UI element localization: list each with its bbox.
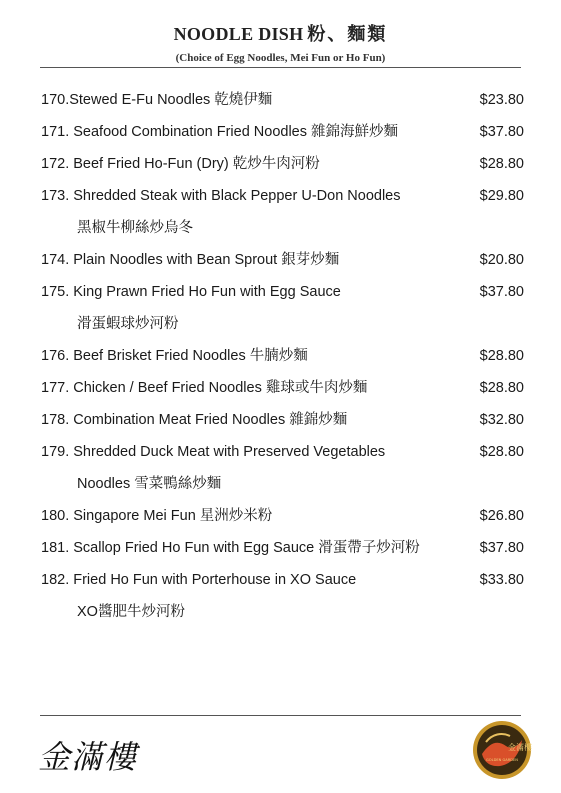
menu-item-line xyxy=(41,374,524,406)
menu-item xyxy=(41,342,524,374)
menu-item-name-continued: 滑蛋蝦球炒河粉 xyxy=(77,316,179,332)
menu-item-price: $28.80 xyxy=(479,156,524,172)
menu-item-name: 175. King Prawn Fried Ho Fun with Egg Sauce xyxy=(41,284,341,300)
menu-list xyxy=(41,86,524,630)
menu-item-name-continued: XO醬肥牛炒河粉 xyxy=(77,604,185,620)
menu-item-name: 179. Shredded Duck Meat with Preserved Vegetables xyxy=(41,444,386,460)
menu-item xyxy=(41,438,524,502)
menu-item-name: 170.Stewed E-Fu Noodles 乾燒伊麵 xyxy=(41,92,273,108)
menu-item-name: 178. Combination Meat Fried Noodles 雜錦炒麵 xyxy=(41,412,348,428)
menu-item-name: 176. Beef Brisket Fried Noodles 牛腩炒麵 xyxy=(41,348,308,364)
section-title-cn: 粉、麵類 xyxy=(307,24,388,45)
menu-item-price: $29.80 xyxy=(479,188,524,204)
menu-item-line xyxy=(41,566,524,598)
menu-item-name: 177. Chicken / Beef Fried Noodles 雞球或牛肉炒麵 xyxy=(41,380,368,396)
menu-item xyxy=(41,150,524,182)
menu-item-price: $33.80 xyxy=(479,572,524,588)
menu-item-line-continued xyxy=(41,214,524,246)
menu-item-price: $37.80 xyxy=(479,540,524,556)
menu-item xyxy=(41,278,524,342)
menu-item xyxy=(41,406,524,438)
menu-item-name-continued: 黑椒牛柳絲炒烏冬 xyxy=(77,220,193,236)
bottom-divider xyxy=(40,715,521,716)
menu-item-price: $28.80 xyxy=(479,444,524,460)
menu-item-line xyxy=(41,246,524,278)
menu-item-price: $32.80 xyxy=(479,412,524,428)
emblem-subtext: GOLDEN GARDEN xyxy=(486,758,518,762)
menu-item-name: 172. Beef Fried Ho-Fun (Dry) 乾炒牛肉河粉 xyxy=(41,156,320,172)
menu-item-line-continued xyxy=(41,598,524,630)
menu-item-price: $20.80 xyxy=(479,252,524,268)
menu-item-line-continued xyxy=(41,470,524,502)
emblem-name: 金滿樓 xyxy=(508,743,532,752)
menu-item xyxy=(41,534,524,566)
section-title-en: NOODLE DISH xyxy=(173,24,304,44)
menu-item-line xyxy=(41,278,524,310)
menu-item-line xyxy=(41,118,524,150)
menu-item xyxy=(41,182,524,246)
menu-item-name: 180. Singapore Mei Fun 星洲炒米粉 xyxy=(41,508,273,524)
menu-item-line xyxy=(41,86,524,118)
menu-item-name: 171. Seafood Combination Fried Noodles 雜錦海鮮炒麵 xyxy=(41,124,399,140)
menu-item-price: $23.80 xyxy=(479,92,524,108)
menu-item-line xyxy=(41,438,524,470)
restaurant-emblem-icon xyxy=(472,720,532,780)
menu-item xyxy=(41,374,524,406)
menu-item xyxy=(41,502,524,534)
menu-item xyxy=(41,566,524,630)
menu-item-name: 174. Plain Noodles with Bean Sprout 銀芽炒麵 xyxy=(41,252,340,268)
menu-header xyxy=(0,20,561,64)
menu-item-line xyxy=(41,406,524,438)
top-divider xyxy=(40,67,521,68)
restaurant-logo-text: 金滿樓 xyxy=(38,738,138,776)
menu-item-line-continued xyxy=(41,310,524,342)
menu-item-name: 181. Scallop Fried Ho Fun with Egg Sauce 滑蛋帶子炒河粉 xyxy=(41,540,420,556)
menu-item xyxy=(41,118,524,150)
menu-item-name: 182. Fried Ho Fun with Porterhouse in XO Sauce xyxy=(41,572,357,588)
menu-item-line xyxy=(41,342,524,374)
section-title xyxy=(0,20,561,46)
menu-item-price: $28.80 xyxy=(479,348,524,364)
menu-item-price: $28.80 xyxy=(479,380,524,396)
menu-item-line xyxy=(41,502,524,534)
menu-item xyxy=(41,86,524,118)
menu-item-line xyxy=(41,182,524,214)
menu-item-name: 173. Shredded Steak with Black Pepper U-Don Noodles xyxy=(41,188,401,204)
menu-item xyxy=(41,246,524,278)
menu-item-line xyxy=(41,534,524,566)
menu-item-line xyxy=(41,150,524,182)
menu-item-price: $37.80 xyxy=(479,284,524,300)
menu-item-price: $37.80 xyxy=(479,124,524,140)
section-subtitle: (Choice of Egg Noodles, Mei Fun or Ho Fun) xyxy=(175,52,386,64)
menu-item-price: $26.80 xyxy=(479,508,524,524)
menu-item-name-continued: Noodles 雪菜鴨絲炒麵 xyxy=(77,476,222,492)
